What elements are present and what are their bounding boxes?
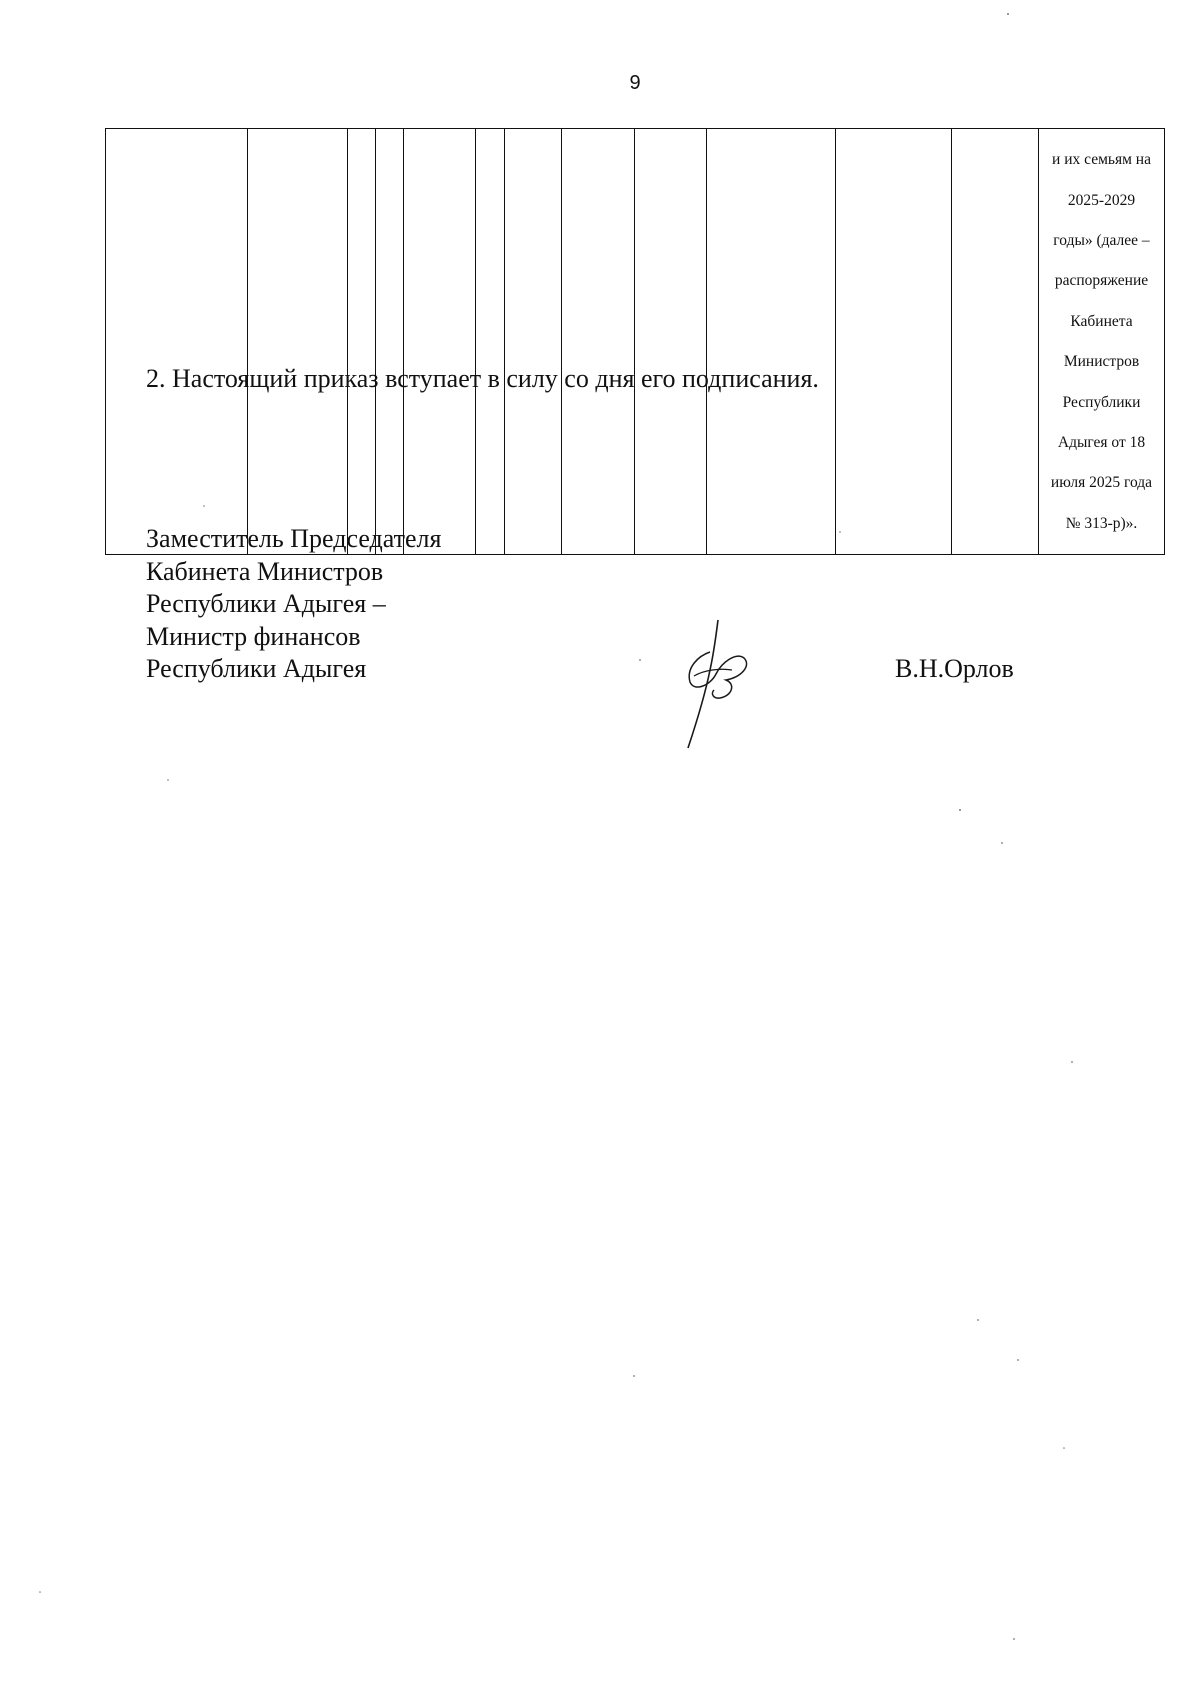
signer-name: В.Н.Орлов [895,654,1014,683]
table-cell [635,129,707,555]
table-cell [952,129,1039,555]
table-row [106,129,1165,555]
table-cell [348,129,376,555]
note-line: распоряжение [1054,272,1149,290]
table-cell [707,129,836,555]
table-cell [106,129,248,555]
note-line: Министров [1063,353,1140,371]
table-cell [404,129,476,555]
table-cell [505,129,562,555]
table-cell [836,129,952,555]
signatory-title-line: Республики Адыгея – [146,589,386,618]
note-line: Адыгея от 18 [1057,434,1146,452]
note-line: 2025-2029 [1067,191,1136,209]
note-line: и их семьям на [1052,151,1151,169]
table-cell [476,129,505,555]
page-number: 9 [629,72,641,94]
signatory-title-line: Министр финансов [146,621,361,651]
note-line: Кабинета [1070,312,1133,330]
signatory-title [146,523,441,686]
note-line: Республики [1062,393,1141,411]
signatory-title-line: Республики Адыгея [146,654,367,683]
note-line: июля 2025 года [1050,474,1153,492]
handwritten-signature [670,612,760,752]
signatory-title-line: Кабинета Министров [146,556,384,586]
signatory-title-line: Заместитель Председателя [146,524,442,553]
table-cell-note [1039,129,1165,555]
table-cell [248,129,348,555]
note-line: годы» (далее – [1053,232,1150,250]
note-line: № 313-р)». [1065,514,1138,532]
table-continuation [105,128,1165,555]
table-cell [562,129,635,555]
table-cell [376,129,404,555]
order-paragraph: 2. Настоящий приказ вступает в силу со дня его подписания. [146,364,819,393]
